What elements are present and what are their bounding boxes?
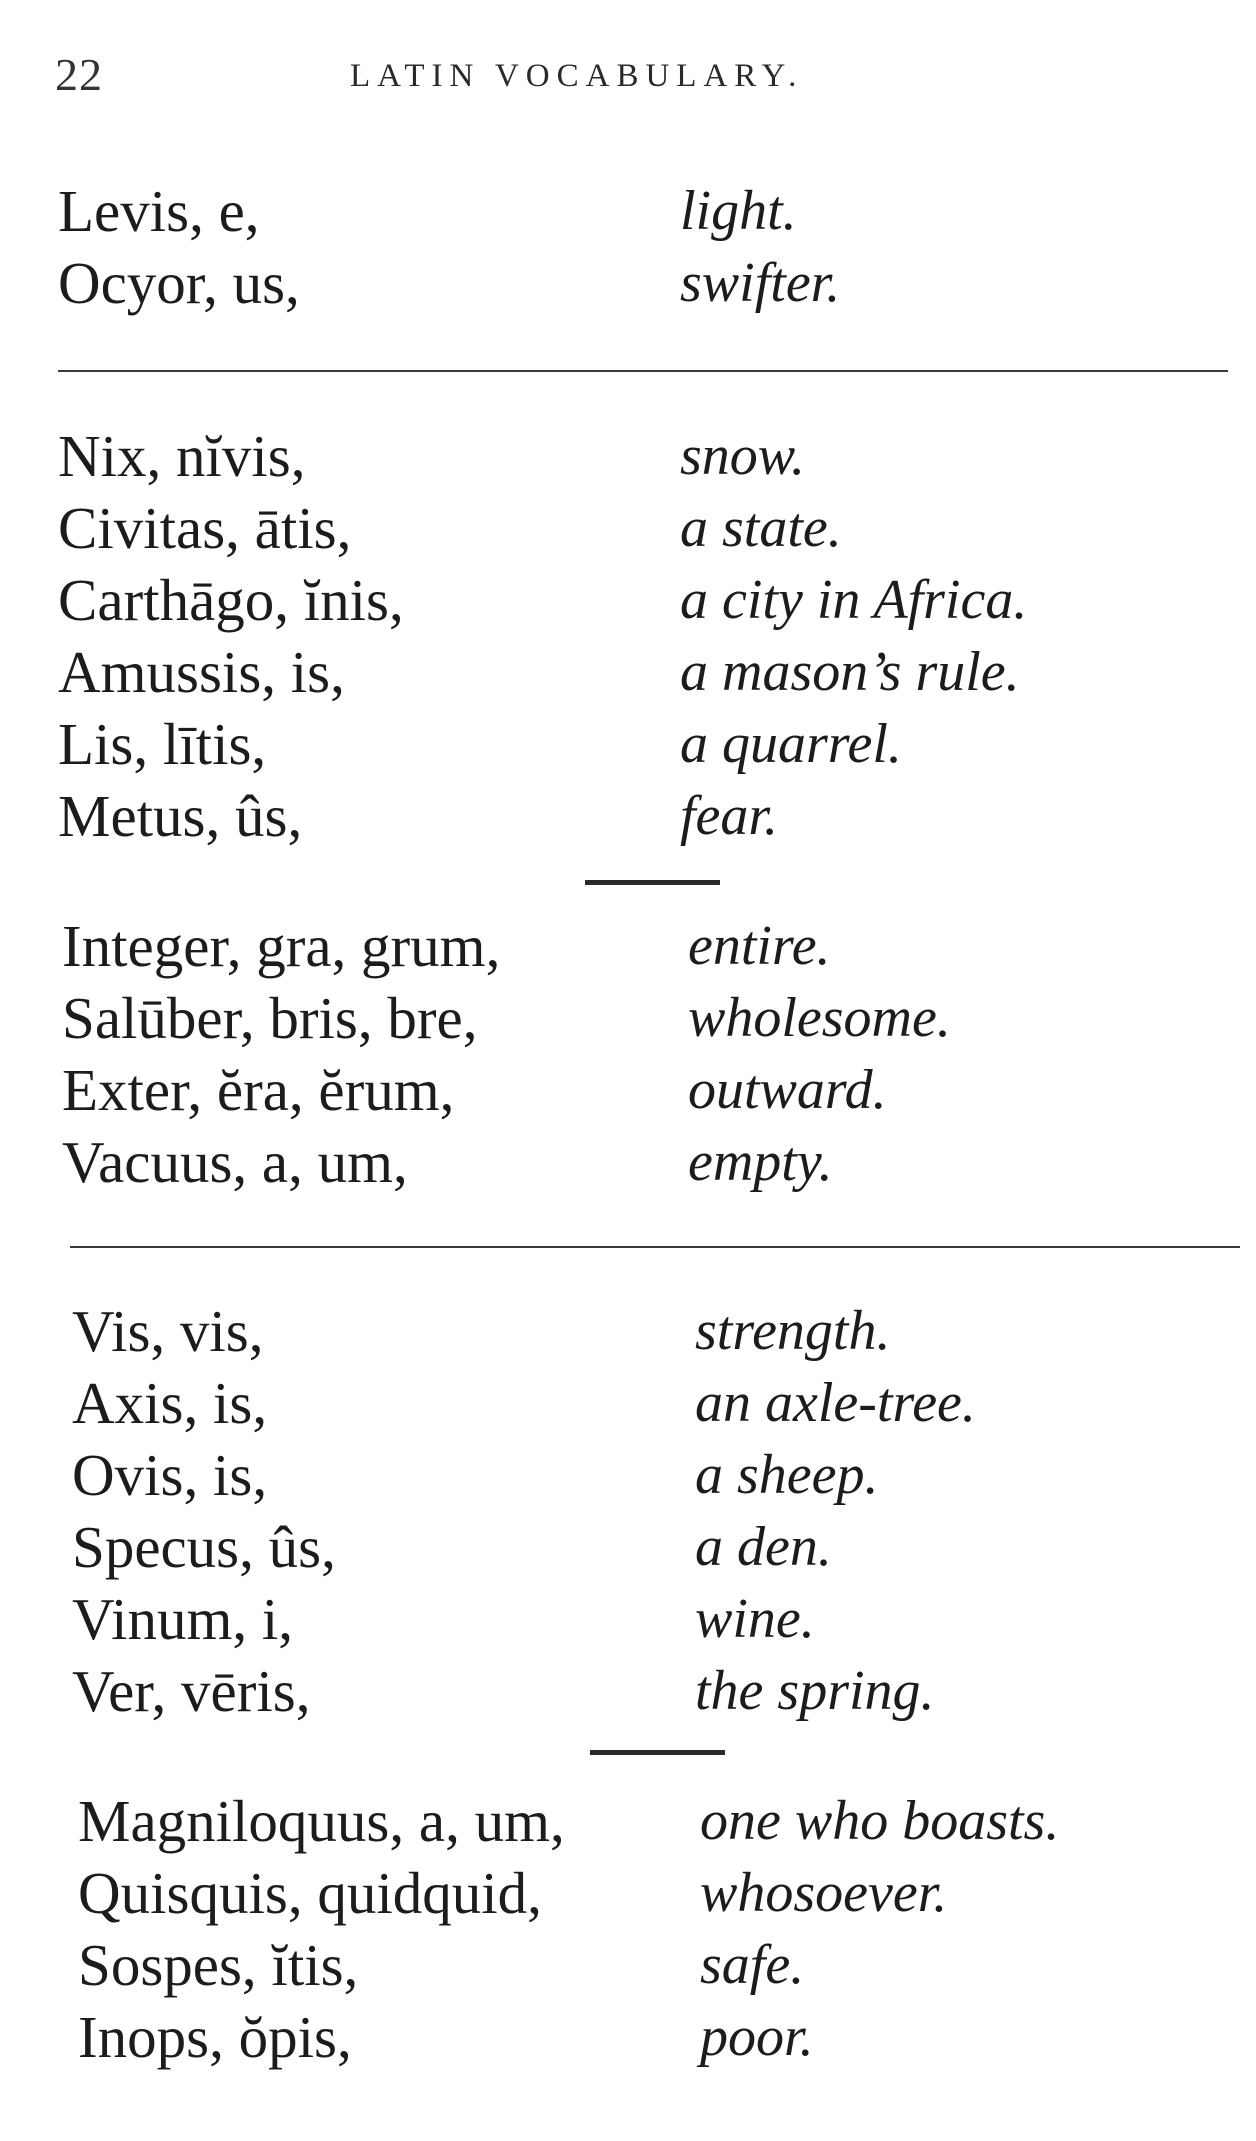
english-meaning: outward. xyxy=(688,1059,887,1121)
english-meaning: entire. xyxy=(688,915,831,977)
vocabulary-entry xyxy=(0,1857,1256,1929)
vocabulary-entry xyxy=(0,492,1256,564)
vocabulary-group-2 xyxy=(0,420,1256,852)
page-number: 22 xyxy=(55,49,103,100)
english-meaning: fear. xyxy=(680,785,778,847)
latin-word: Vis, vis, xyxy=(72,1298,264,1364)
english-meaning: snow. xyxy=(680,425,805,487)
vocabulary-entry xyxy=(0,1583,1256,1655)
latin-word: Magniloquus, a, um, xyxy=(78,1788,565,1854)
english-meaning: a quarrel. xyxy=(680,713,902,775)
vocabulary-entry xyxy=(0,1439,1256,1511)
latin-word: Inops, ŏpis, xyxy=(78,2004,352,2070)
vocabulary-entry xyxy=(0,1126,1256,1198)
vocabulary-group-4 xyxy=(0,1295,1256,1727)
vocabulary-entry xyxy=(0,708,1256,780)
latin-word: Axis, is, xyxy=(72,1370,268,1436)
english-meaning: strength. xyxy=(695,1300,891,1362)
latin-word: Ver, vēris, xyxy=(72,1658,311,1724)
vocabulary-entry xyxy=(0,910,1256,982)
latin-word: Quisquis, quidquid, xyxy=(78,1860,542,1926)
latin-word: Civitas, ātis, xyxy=(58,495,352,561)
vocabulary-entry xyxy=(0,1367,1256,1439)
english-meaning: a state. xyxy=(680,497,842,559)
section-divider-rule xyxy=(58,370,1228,372)
vocabulary-group-3 xyxy=(0,910,1256,1198)
section-divider-rule xyxy=(70,1246,1240,1248)
english-meaning: a den. xyxy=(695,1516,832,1578)
english-meaning: swifter. xyxy=(680,252,841,314)
vocabulary-entry xyxy=(0,1785,1256,1857)
vocabulary-entry xyxy=(0,175,1256,247)
english-meaning: safe. xyxy=(700,1934,805,1996)
vocabulary-entry xyxy=(0,1295,1256,1367)
vocabulary-entry xyxy=(0,1929,1256,2001)
vocabulary-entry xyxy=(0,564,1256,636)
vocabulary-entry xyxy=(0,982,1256,1054)
vocabulary-entry xyxy=(0,636,1256,708)
latin-word: Amussis, is, xyxy=(58,639,345,705)
vocabulary-group-1 xyxy=(0,175,1256,319)
latin-word: Levis, e, xyxy=(58,178,260,244)
running-title: LATIN VOCABULARY. xyxy=(350,58,804,94)
latin-word: Ocyor, us, xyxy=(58,250,300,316)
english-meaning: the spring. xyxy=(695,1660,935,1722)
latin-word: Exter, ĕra, ĕrum, xyxy=(62,1057,455,1123)
latin-word: Sospes, ĭtis, xyxy=(78,1932,359,1998)
english-meaning: a city in Africa. xyxy=(680,569,1028,631)
latin-word: Carthāgo, ĭnis, xyxy=(58,567,404,633)
latin-word: Ovis, is, xyxy=(72,1442,268,1508)
english-meaning: empty. xyxy=(688,1131,833,1193)
vocabulary-entry xyxy=(0,1054,1256,1126)
latin-word: Nix, nĭvis, xyxy=(58,423,306,489)
latin-word: Vinum, i, xyxy=(72,1586,293,1652)
latin-word: Specus, ûs, xyxy=(72,1514,336,1580)
english-meaning: poor. xyxy=(700,2006,814,2068)
english-meaning: a sheep. xyxy=(695,1444,879,1506)
latin-word: Metus, ûs, xyxy=(58,783,303,849)
latin-word: Integer, gra, grum, xyxy=(62,913,501,979)
latin-word: Salūber, bris, bre, xyxy=(62,985,478,1051)
latin-word: Vacuus, a, um, xyxy=(62,1129,408,1195)
english-meaning: whosoever. xyxy=(700,1862,948,1924)
english-meaning: a mason’s rule. xyxy=(680,641,1020,703)
vocabulary-group-5 xyxy=(0,1785,1256,2073)
running-head xyxy=(55,48,1205,108)
english-meaning: wholesome. xyxy=(688,987,951,1049)
vocabulary-entry xyxy=(0,247,1256,319)
vocabulary-entry xyxy=(0,780,1256,852)
vocabulary-entry xyxy=(0,2001,1256,2073)
latin-word: Lis, lītis, xyxy=(58,711,267,777)
vocabulary-entry xyxy=(0,1655,1256,1727)
english-meaning: one who boasts. xyxy=(700,1790,1060,1852)
english-meaning: wine. xyxy=(695,1588,815,1650)
section-divider-short xyxy=(590,1750,725,1755)
english-meaning: an axle-tree. xyxy=(695,1372,976,1434)
english-meaning: light. xyxy=(680,180,797,242)
vocabulary-entry xyxy=(0,420,1256,492)
section-divider-short xyxy=(585,880,720,885)
vocabulary-entry xyxy=(0,1511,1256,1583)
